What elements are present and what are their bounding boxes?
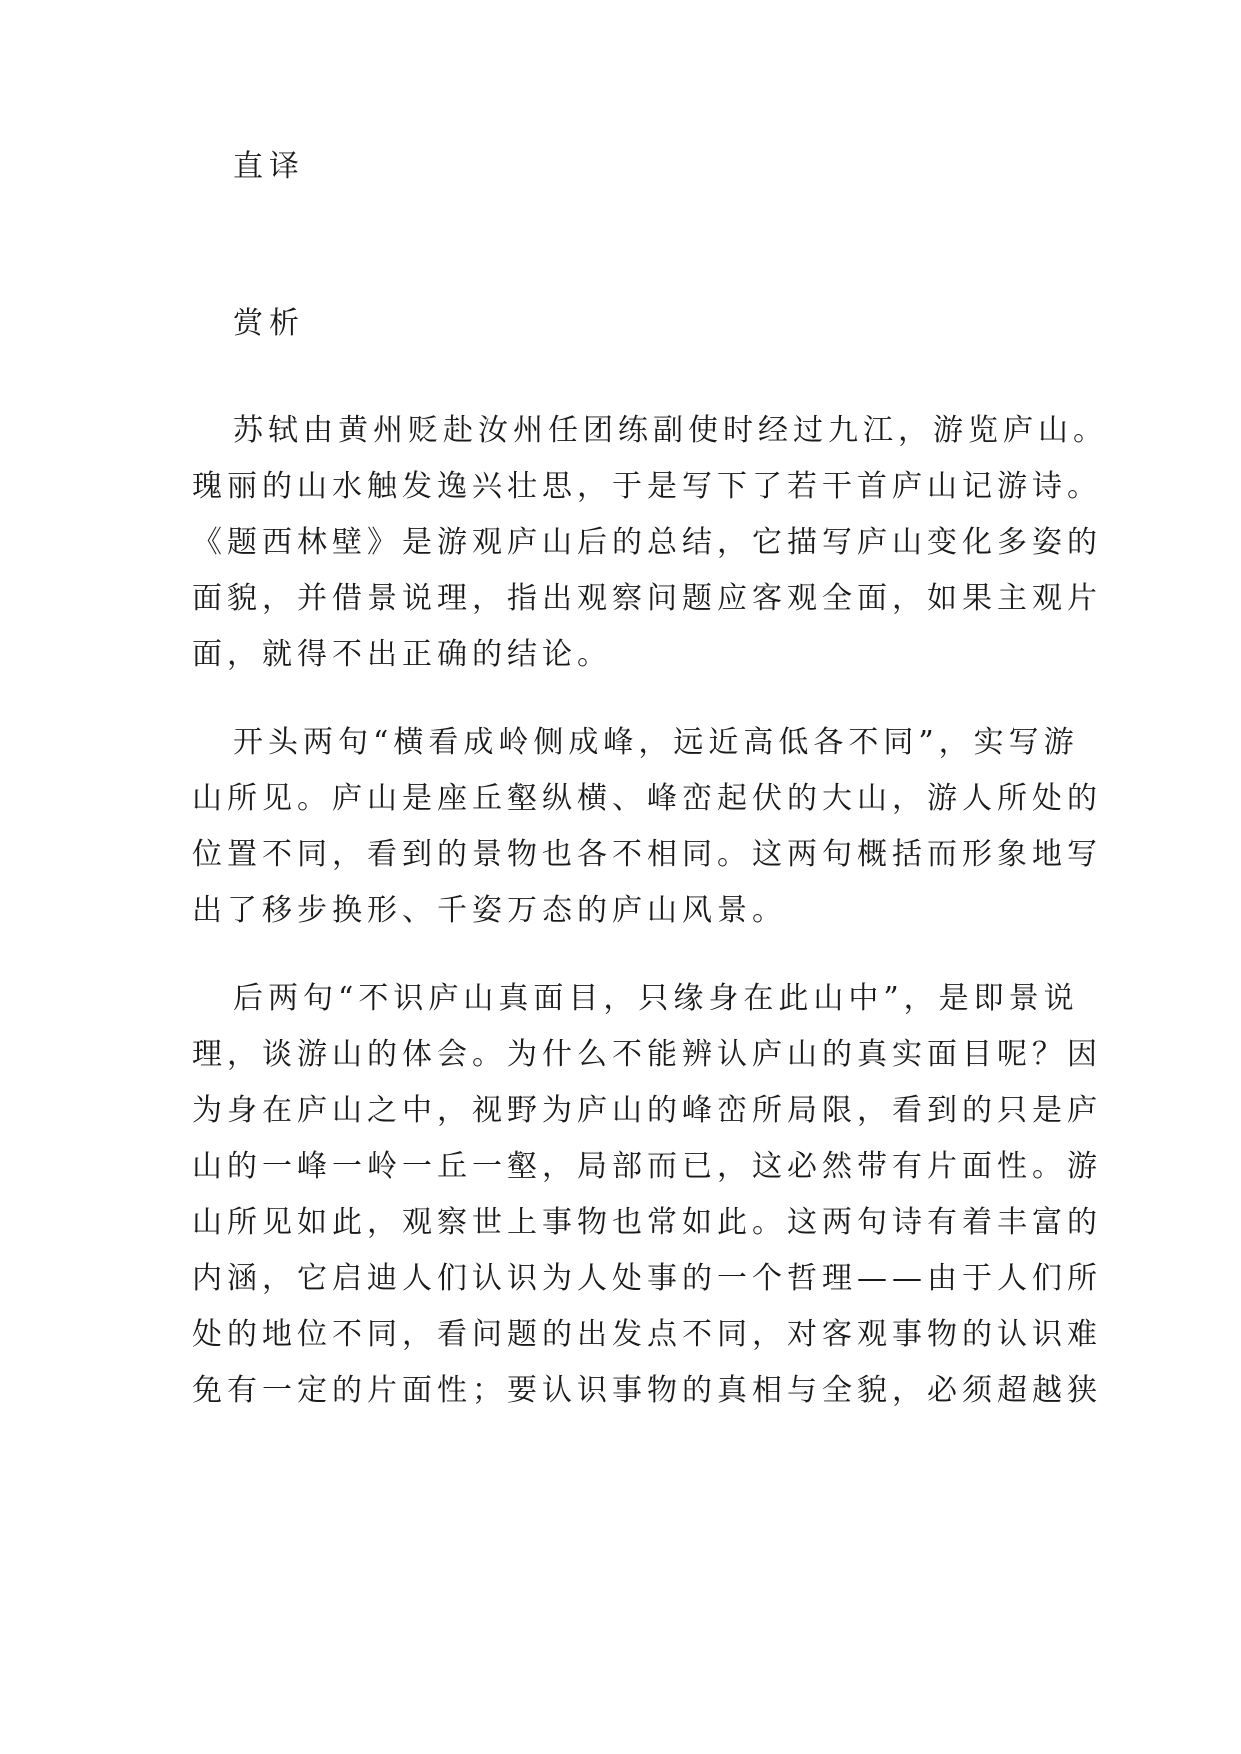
heading-appreciation: 赏析 [233,306,305,341]
paragraph-line: 为身在庐山之中，视野为庐山的峰峦所局限，看到的只是庐 [192,1093,1102,1128]
paragraph-2 [192,715,1102,939]
paragraph-line: 《题西林壁》是游观庐山后的总结，它描写庐山变化多姿的 [192,525,1102,560]
paragraph-line: 面貌，并借景说理，指出观察问题应客观全面，如果主观片 [192,581,1102,616]
paragraph-line: 位置不同，看到的景物也各不相同。这两句概括而形象地写 [192,837,1102,872]
paragraph-line: 面，就得不出正确的结论。 [192,637,612,672]
paragraph-3 [192,971,1102,1419]
paragraph-line: 处的地位不同，看问题的出发点不同，对客观事物的认识难 [192,1317,1102,1352]
paragraph-1 [192,403,1108,683]
paragraph-line: 后两句“不识庐山真面目，只缘身在此山中”，是即景说 [233,981,1079,1016]
paragraph-line: 瑰丽的山水触发逸兴壮思，于是写下了若干首庐山记游诗。 [192,469,1102,504]
paragraph-line: 出了移步换形、千姿万态的庐山风景。 [192,893,787,928]
paragraph-line: 理，谈游山的体会。为什么不能辨认庐山的真实面目呢？因 [192,1037,1102,1072]
paragraph-line: 山的一峰一岭一丘一壑，局部而已，这必然带有片面性。游 [192,1149,1102,1184]
paragraph-line: 山所见。庐山是座丘壑纵横、峰峦起伏的大山，游人所处的 [192,781,1102,816]
paragraph-line: 山所见如此，观察世上事物也常如此。这两句诗有着丰富的 [192,1205,1102,1240]
paragraph-line: 苏轼由黄州贬赴汝州任团练副使时经过九江，游览庐山。 [233,413,1108,448]
paragraph-line: 开头两句“横看成岭侧成峰，远近高低各不同”，实写游 [233,725,1079,760]
paragraph-line: 免有一定的片面性；要认识事物的真相与全貌，必须超越狭 [192,1373,1102,1408]
paragraph-line: 内涵，它启迪人们认识为人处事的一个哲理——由于人们所 [192,1261,1102,1296]
heading-translation: 直译 [233,149,305,184]
